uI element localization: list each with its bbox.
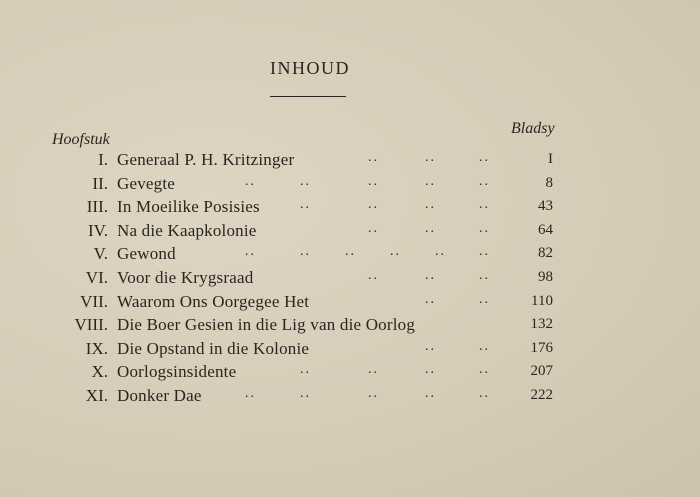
toc-entry [0,266,700,290]
page-number: 132 [530,316,553,333]
dot-leader: .. [479,291,490,307]
chapter-numeral: XI. [85,385,108,405]
dot-leader: .. [435,244,446,260]
dot-leader: .. [425,197,436,213]
page-number: 8 [545,174,553,191]
chapter-numeral: X. [91,362,108,382]
dot-leader: .. [479,338,490,354]
page-number: 222 [530,386,553,403]
page-number: 43 [538,198,553,215]
toc-entry [0,290,700,314]
page-number: 207 [530,363,553,380]
chapter-numeral: II. [92,173,108,193]
toc-entry [0,219,700,243]
page-number: 110 [531,292,553,309]
dot-leader: .. [245,385,256,401]
chapter-title: Gewond [117,244,176,264]
chapter-numeral: IX. [85,338,108,358]
chapter-numeral: I. [98,150,108,169]
chapter-title: Oorlogsinsidente [117,362,237,382]
toc-entry [0,195,700,219]
dot-leader: .. [368,173,379,189]
dot-leader: .. [425,362,436,378]
chapter-numeral: V. [93,244,108,264]
chapter-title: Generaal P. H. Kritzinger [117,150,295,169]
dot-leader: .. [245,173,256,189]
page-number: 64 [538,221,553,238]
chapter-numeral: VI. [85,267,108,287]
dot-leader: .. [479,385,490,401]
dot-leader: .. [368,150,379,165]
dot-leader: .. [345,244,356,260]
dot-leader: .. [300,244,311,260]
dot-leader: .. [368,267,379,283]
chapter-title: Gevegte [117,173,176,193]
dot-leader: .. [300,173,311,189]
chapter-title: Na die Kaapkolonie [117,220,257,240]
dot-leader: .. [479,267,490,283]
chapter-numeral: III. [86,197,108,217]
page-number: I [548,151,553,167]
dot-leader: .. [479,197,490,213]
toc-entry [0,360,700,384]
page-title: INHOUD [270,58,350,78]
dot-leader: .. [390,244,401,260]
dot-leader: .. [479,173,490,189]
dot-leader: .. [425,291,436,307]
dot-leader: .. [300,197,311,213]
chapter-column-header: Hoofstuk [52,131,110,148]
dot-leader: .. [425,267,436,283]
page-number: 98 [538,268,553,285]
page-number: 176 [530,339,553,356]
dot-leader: .. [479,150,490,165]
dot-leader: .. [479,362,490,378]
table-of-contents [0,148,700,408]
toc-entry [0,337,700,361]
toc-entry [0,148,700,172]
toc-entry [0,313,700,337]
page-number: 82 [538,245,553,262]
dot-leader: .. [425,385,436,401]
dot-leader: .. [425,338,436,354]
dot-leader: .. [425,150,436,165]
dot-leader: .. [245,244,256,260]
dot-leader: .. [479,244,490,260]
chapter-numeral: VII. [80,291,108,311]
dot-leader: .. [368,385,379,401]
page-column-header: Bladsy [511,120,555,137]
dot-leader: .. [479,220,490,236]
chapter-title: Waarom Ons Oorgegee Het [117,291,310,311]
chapter-title: Die Opstand in die Kolonie [117,338,310,358]
title-rule [270,96,346,97]
dot-leader: .. [425,173,436,189]
toc-entry [0,384,700,408]
chapter-title: Die Boer Gesien in die Lig van die Oorlog [117,315,416,335]
toc-entry [0,172,700,196]
dot-leader: .. [300,362,311,378]
dot-leader: .. [425,220,436,236]
chapter-numeral: IV. [88,220,108,240]
dot-leader: .. [368,362,379,378]
toc-entry [0,242,700,266]
dot-leader: .. [300,385,311,401]
chapter-title: Donker Dae [117,385,202,405]
chapter-numeral: VIII. [74,315,108,335]
dot-leader: .. [368,220,379,236]
chapter-title: Voor die Krygsraad [117,267,254,287]
dot-leader: .. [368,197,379,213]
chapter-title: In Moeilike Posisies [117,197,260,217]
